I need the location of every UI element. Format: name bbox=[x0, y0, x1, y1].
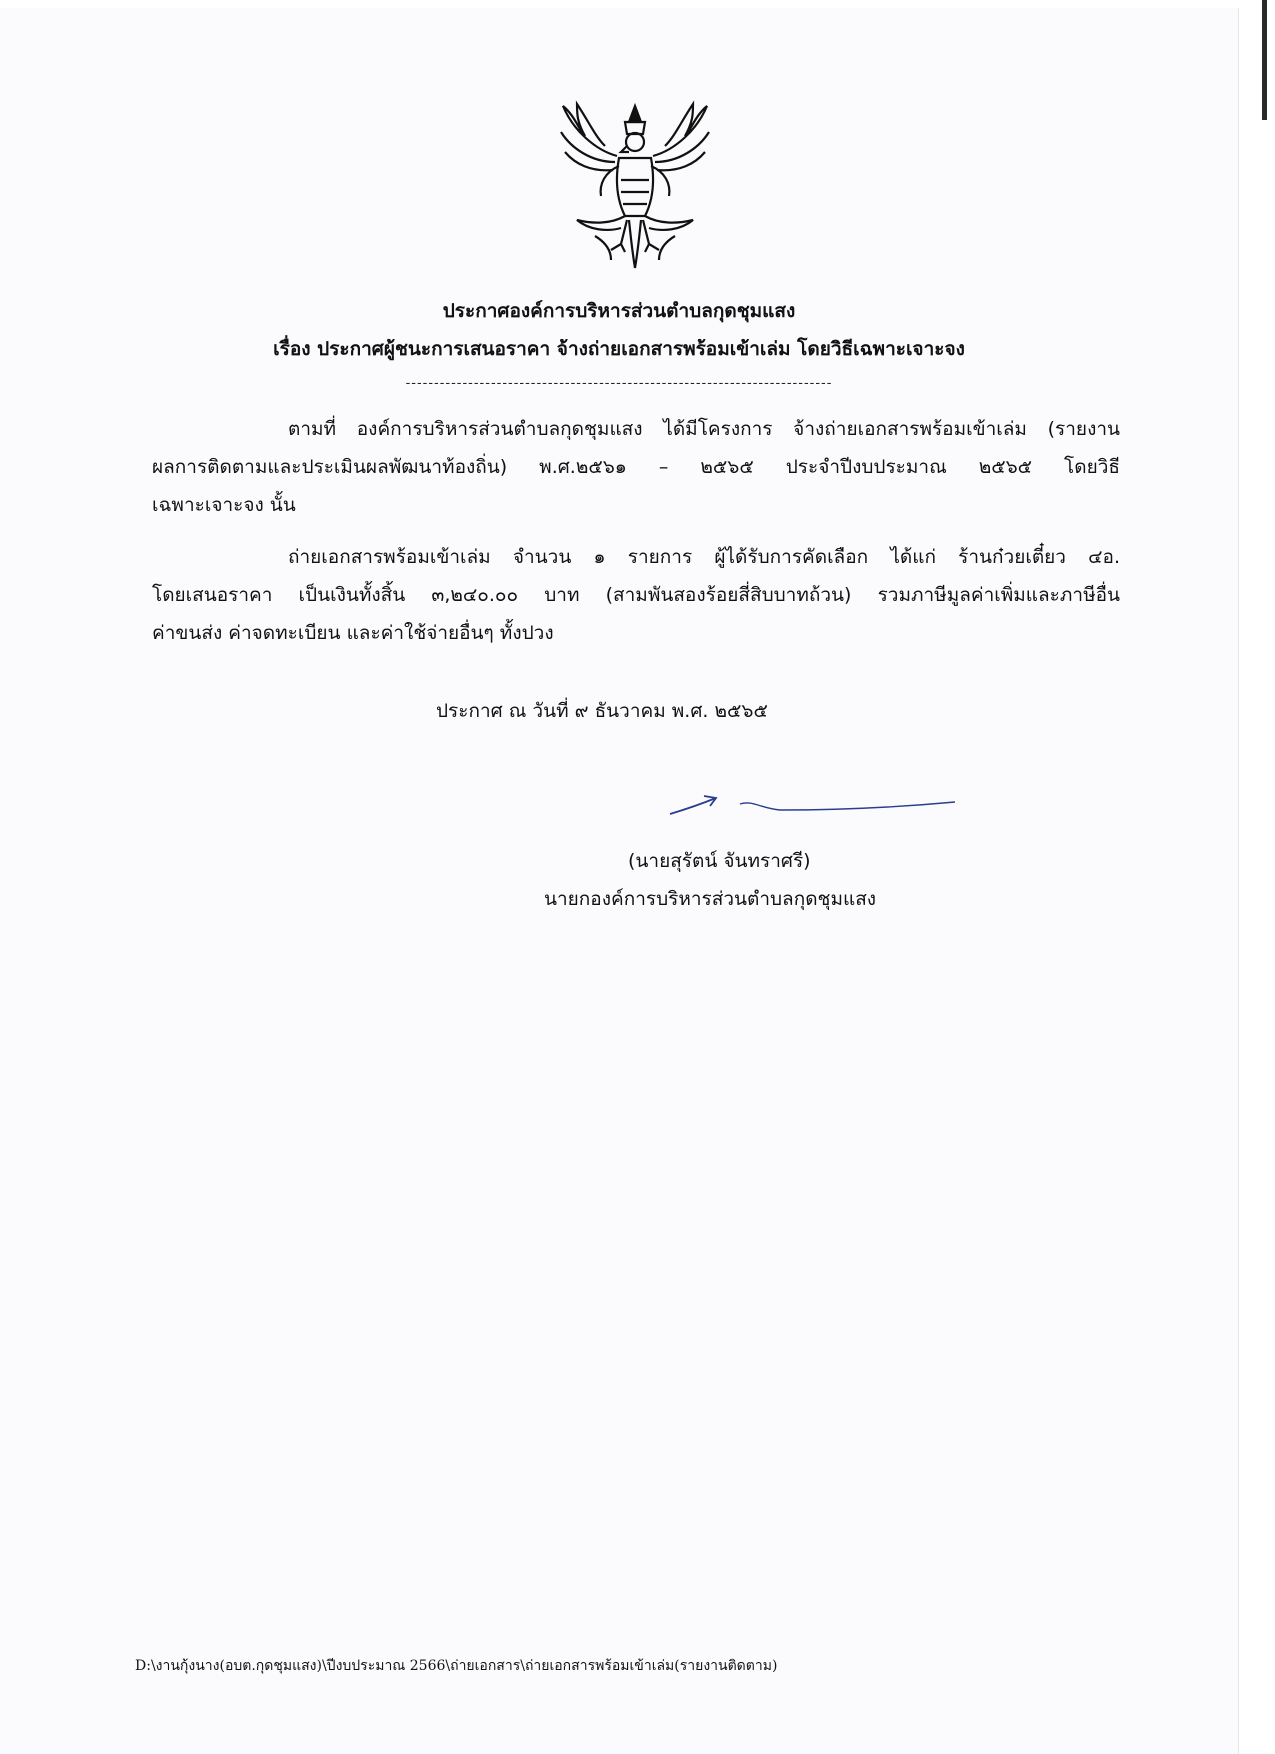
file-path-footer: D:\งานกุ้งนาง(อบต.กุดชุมแสง)\ปีงบประมาณ 2566\ถ่ายเอกสาร\ถ่ายเอกสารพร้อมเข้าเล่ม(รายงานติดตาม) bbox=[135, 1658, 778, 1674]
signer-position: นายกองค์การบริหารส่วนตำบลกุดชุมแสง bbox=[544, 888, 877, 910]
handwritten-signature bbox=[660, 790, 960, 820]
paragraph-1-line-2: ผลการติดตามและประเมินผลพัฒนาท้องถิ่น) พ.ศ.๒๕๖๑ – ๒๕๖๕ ประจำปีงบประมาณ ๒๕๖๕ โดยวิธี bbox=[152, 456, 1120, 478]
garuda-emblem-icon bbox=[555, 100, 715, 272]
scan-edge bbox=[1262, 0, 1267, 120]
document-title: ประกาศองค์การบริหารส่วนตำบลกุดชุมแสง bbox=[442, 300, 796, 322]
divider-line: --------------------------------------------------------------------------- bbox=[405, 376, 833, 391]
paragraph-2-line-2: โดยเสนอราคา เป็นเงินทั้งสิ้น ๓,๒๔๐.๐๐ บาท (สามพันสองร้อยสี่สิบบาทถ้วน) รวมภาษีมูลค่าเพิ่มและภาษีอื่น bbox=[152, 584, 1120, 606]
document-subject: เรื่อง ประกาศผู้ชนะการเสนอราคา จ้างถ่ายเอกสารพร้อมเข้าเล่ม โดยวิธีเฉพาะเจาะจง bbox=[273, 338, 965, 360]
paragraph-2-line-3: ค่าขนส่ง ค่าจดทะเบียน และค่าใช้จ่ายอื่นๆ ทั้งปวง bbox=[152, 622, 554, 644]
signer-name: (นายสุรัตน์ จันทราศรี) bbox=[628, 850, 811, 872]
paragraph-2-line-1: ถ่ายเอกสารพร้อมเข้าเล่ม จำนวน ๑ รายการ ผู้ได้รับการคัดเลือก ได้แก่ ร้านก๋วยเตี๋ยว ๔อ. bbox=[288, 546, 1120, 568]
announcement-date: ประกาศ ณ วันที่ ๙ ธันวาคม พ.ศ. ๒๕๖๕ bbox=[436, 700, 768, 722]
paragraph-1-line-1: ตามที่ องค์การบริหารส่วนตำบลกุดชุมแสง ได้มีโครงการ จ้างถ่ายเอกสารพร้อมเข้าเล่ม (รายงาน bbox=[288, 418, 1120, 440]
paragraph-1-line-3: เฉพาะเจาะจง นั้น bbox=[152, 494, 296, 516]
